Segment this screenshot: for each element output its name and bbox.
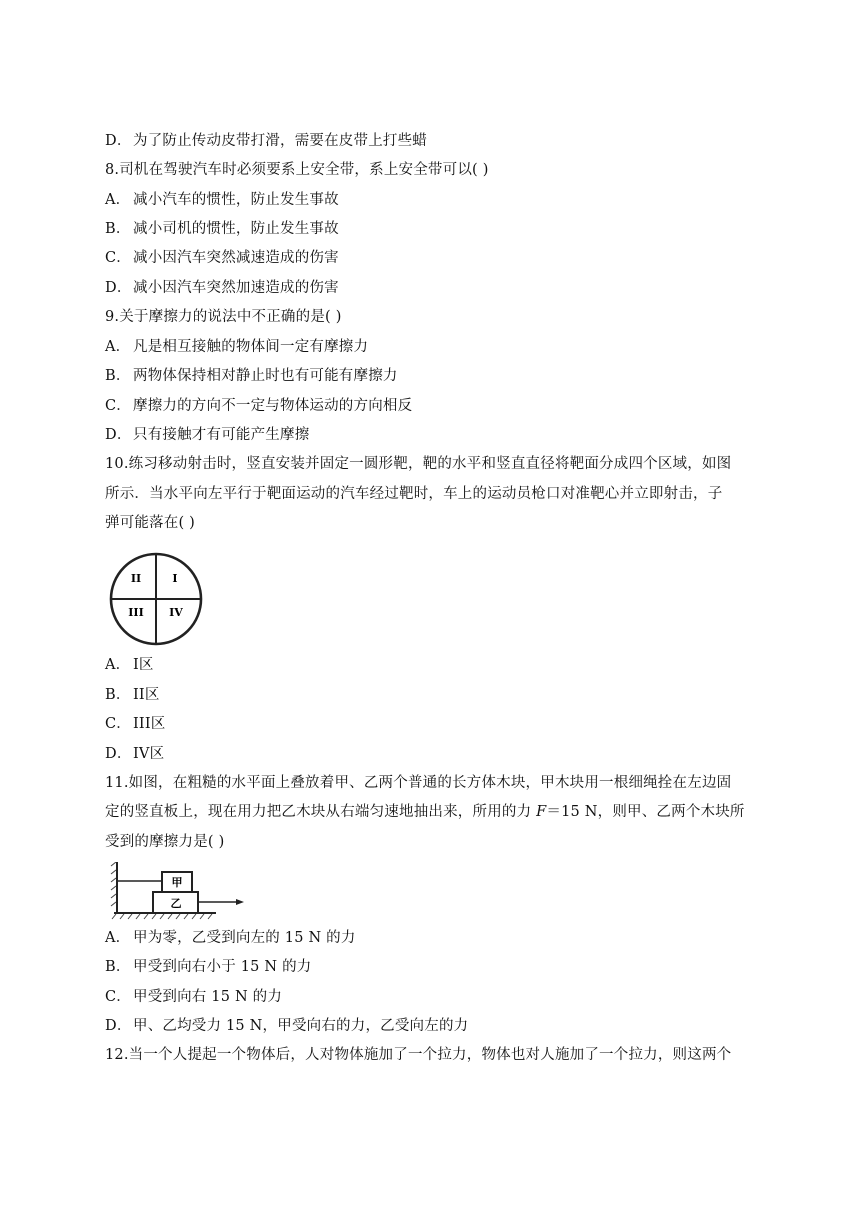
q10-option-d bbox=[105, 744, 164, 764]
q10-option-c bbox=[105, 714, 165, 734]
q9-option-a bbox=[105, 337, 368, 357]
option-text: 凡是相互接触的物体间一定有摩擦力 bbox=[133, 339, 369, 355]
option-text: 摩擦力的方向不一定与物体运动的方向相反 bbox=[133, 398, 413, 414]
option-letter: C． bbox=[105, 250, 131, 266]
q7-option-d bbox=[105, 131, 427, 151]
q11-stem-line-2 bbox=[105, 802, 745, 822]
force-arrow-head bbox=[236, 899, 244, 905]
option-letter: D． bbox=[105, 427, 132, 443]
option-text: 减小因汽车突然减速造成的伤害 bbox=[133, 250, 339, 266]
option-letter: B． bbox=[105, 959, 131, 975]
q9-option-d bbox=[105, 425, 309, 445]
option-text: 甲为零，乙受到向左的 15 N 的力 bbox=[133, 930, 356, 946]
option-letter: D． bbox=[105, 746, 132, 762]
q11-option-b bbox=[105, 957, 311, 977]
region-label-ii: II bbox=[130, 572, 142, 585]
option-text: 减小司机的惯性，防止发生事故 bbox=[133, 221, 339, 237]
option-text: III区 bbox=[133, 716, 166, 732]
option-letter: D． bbox=[105, 280, 132, 296]
option-letter: D． bbox=[105, 1018, 132, 1034]
option-letter: C． bbox=[105, 989, 131, 1005]
option-letter: D． bbox=[105, 133, 132, 149]
option-text: 甲受到向右 15 N 的力 bbox=[133, 989, 283, 1005]
q11-option-d bbox=[105, 1016, 468, 1036]
q9-option-b bbox=[105, 366, 398, 386]
option-text: 减小因汽车突然加速造成的伤害 bbox=[133, 280, 339, 296]
stem-text: 定的竖直板上，现在用力把乙木块从右端匀速地抽出来，所用的力 bbox=[105, 804, 537, 820]
option-text: IV区 bbox=[133, 746, 165, 762]
q9-option-c bbox=[105, 396, 412, 416]
q11-stem-line-3: 受到的摩擦力是( ) bbox=[105, 834, 225, 850]
q9-stem: 9.关于摩擦力的说法中不正确的是( ) bbox=[105, 309, 342, 325]
q11-option-a bbox=[105, 928, 356, 948]
option-letter: B． bbox=[105, 687, 131, 703]
option-letter: B． bbox=[105, 368, 131, 384]
wall-hatching bbox=[111, 862, 116, 906]
q12-stem: 12.当一个人提起一个物体后，人对物体施加了一个拉力，物体也对人施加了一个拉力，则这两个 bbox=[105, 1047, 732, 1063]
q10-option-b bbox=[105, 685, 160, 705]
stem-text: ＝15 N，则甲、乙两个木块所 bbox=[546, 804, 745, 820]
ground-hatching bbox=[112, 914, 212, 919]
q8-option-d bbox=[105, 278, 339, 298]
option-letter: A． bbox=[105, 657, 131, 673]
q10-stem-line-3: 弹可能落在( ) bbox=[105, 515, 196, 531]
q11-stem-line-1: 11.如图，在粗糙的水平面上叠放着甲、乙两个普通的长方体木块，甲木块用一根细绳拴在左边固 bbox=[105, 775, 732, 791]
q8-option-c bbox=[105, 248, 339, 268]
q8-option-a bbox=[105, 190, 339, 210]
option-letter: A． bbox=[105, 192, 131, 208]
option-letter: B． bbox=[105, 221, 131, 237]
option-letter: A． bbox=[105, 930, 131, 946]
option-letter: C． bbox=[105, 398, 131, 414]
option-text: 减小汽车的惯性，防止发生事故 bbox=[133, 192, 339, 208]
q10-stem-line-1: 10.练习移动射击时，竖直安装并固定一圆形靶，靶的水平和竖直直径将靶面分成四个区域，如图 bbox=[105, 456, 732, 472]
q11-option-c bbox=[105, 987, 282, 1007]
bottom-block-label: 乙 bbox=[170, 897, 182, 910]
option-text: I区 bbox=[133, 657, 154, 673]
q10-option-a bbox=[105, 655, 154, 675]
option-text: 为了防止传动皮带打滑，需要在皮带上打些蜡 bbox=[133, 133, 427, 149]
region-label-iii: III bbox=[128, 606, 144, 619]
top-block-label: 甲 bbox=[171, 876, 183, 889]
option-text: II区 bbox=[133, 687, 160, 703]
region-label-i: I bbox=[172, 572, 178, 585]
blocks-figure bbox=[110, 862, 250, 920]
option-letter: C． bbox=[105, 716, 131, 732]
q10-stem-line-2: 所示．当水平向左平行于靶面运动的汽车经过靶时，车上的运动员枪口对准靶心并立即射击，子 bbox=[105, 486, 723, 502]
target-figure bbox=[100, 550, 212, 650]
q8-option-b bbox=[105, 219, 339, 239]
q8-stem: 8.司机在驾驶汽车时必须要系上安全带，系上安全带可以( ) bbox=[105, 162, 489, 178]
option-text: 甲、乙均受力 15 N，甲受向右的力，乙受向左的力 bbox=[133, 1018, 469, 1034]
option-text: 两物体保持相对静止时也有可能有摩擦力 bbox=[133, 368, 398, 384]
option-letter: A． bbox=[105, 339, 131, 355]
force-variable: F bbox=[536, 804, 547, 820]
option-text: 只有接触才有可能产生摩擦 bbox=[133, 427, 310, 443]
option-text: 甲受到向右小于 15 N 的力 bbox=[133, 959, 312, 975]
region-label-iv: IV bbox=[169, 606, 183, 619]
